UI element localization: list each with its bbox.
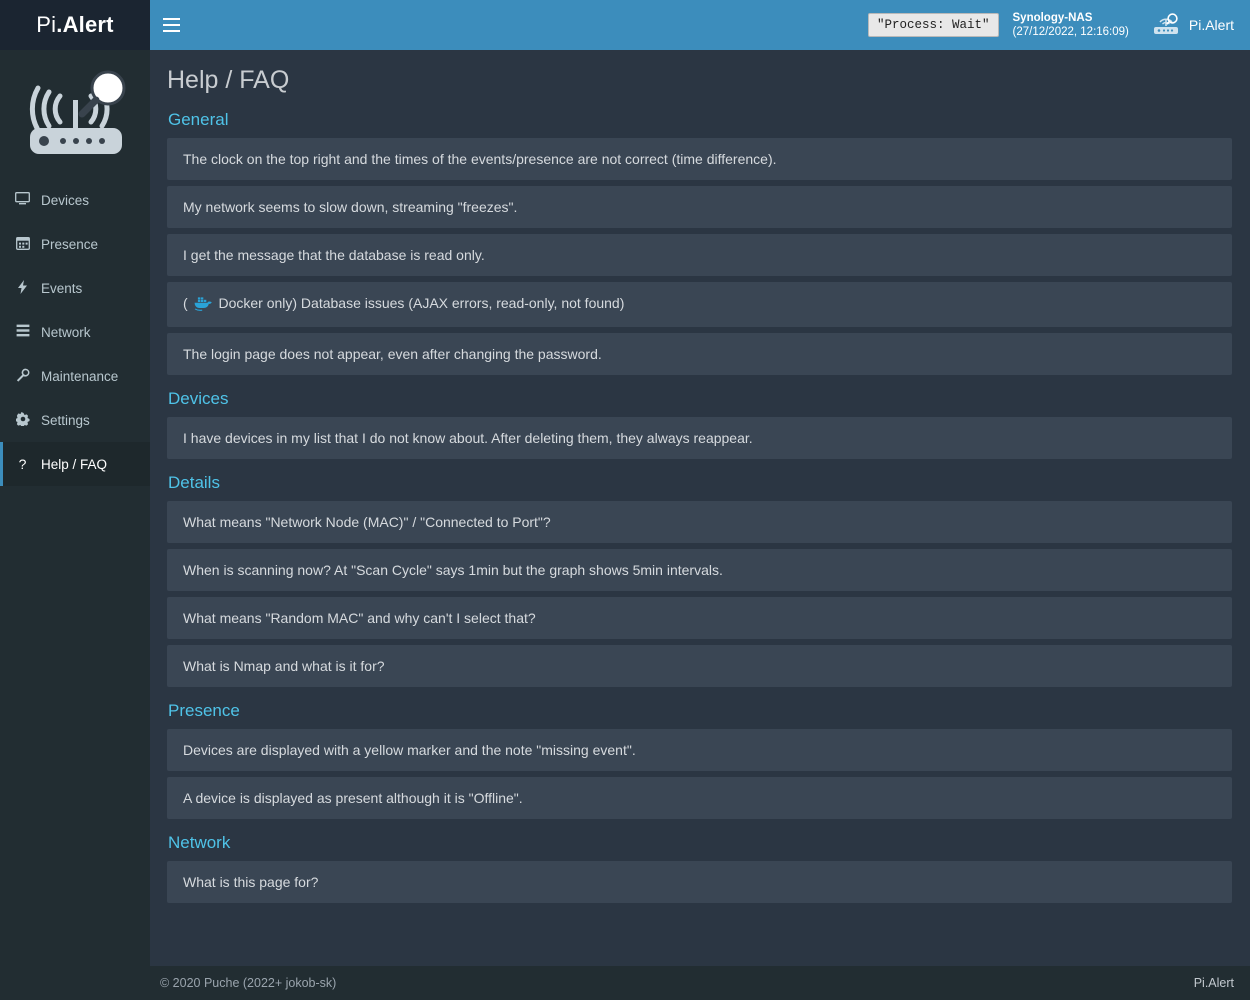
monitor-icon [14, 192, 31, 208]
section-heading-network: Network [168, 833, 231, 852]
calendar-icon [14, 236, 31, 253]
question-icon: ? [18, 456, 27, 472]
faq-item[interactable]: A device is displayed as present although it is "Offline". [167, 777, 1232, 819]
sidebar-logo [0, 50, 150, 170]
sidebar-nav [0, 178, 150, 486]
sidebar-item-help-faq[interactable] [0, 442, 150, 486]
faq-item-label: Docker only) Database issues (AJAX errors, read-only, not found) [218, 295, 625, 311]
faq-item[interactable]: What means "Random MAC" and why can't I select that? [167, 597, 1232, 639]
hamburger-icon[interactable] [150, 0, 192, 50]
faq-prefix: ( [183, 295, 188, 311]
gear-icon [14, 412, 31, 429]
sidebar-item-label: Network [41, 324, 91, 340]
top-bar [0, 0, 1250, 50]
top-bar-main [150, 0, 1250, 50]
sidebar-item-settings[interactable] [0, 398, 150, 442]
page-title: Help / FAQ [167, 66, 290, 94]
body-wrapper [0, 50, 1250, 966]
wrench-icon [14, 368, 31, 385]
server-info [1013, 11, 1129, 39]
sidebar-item-maintenance[interactable] [0, 354, 150, 398]
sidebar-item-label: Events [41, 280, 83, 296]
faq-item[interactable]: What is this page for? [167, 861, 1232, 903]
section-heading-details: Details [168, 473, 220, 492]
faq-item[interactable]: Devices are displayed with a yellow marker and the note "missing event". [167, 729, 1232, 771]
pialert-router-icon [16, 66, 134, 162]
sidebar-item-label: Devices [41, 192, 90, 208]
faq-item[interactable]: The login page does not appear, even after changing the password. [167, 333, 1232, 375]
faq-item[interactable]: When is scanning now? At "Scan Cycle" says 1min but the graph shows 5min intervals. [167, 549, 1232, 591]
section-heading-devices: Devices [168, 389, 229, 408]
footer [0, 966, 1250, 1000]
user-label: Pi.Alert [1188, 17, 1234, 33]
faq-item[interactable]: The clock on the top right and the times of the events/presence are not correct (time difference). [167, 138, 1232, 180]
faq-item[interactable]: What means "Network Node (MAC)" / "Connected to Port"? [167, 501, 1232, 543]
user-menu[interactable] [1143, 12, 1234, 38]
sidebar-item-events[interactable] [0, 266, 150, 310]
server-name: Synology-NAS [1012, 12, 1093, 24]
footer-copyright: © 2020 Puche (2022+ jokob-sk) [160, 976, 337, 990]
sidebar-item-label: Presence [41, 236, 99, 252]
faq-item[interactable]: I have devices in my list that I do not know about. After deleting them, they always reappear. [167, 417, 1232, 459]
main-content [150, 50, 1250, 966]
sidebar-item-devices[interactable] [0, 178, 150, 222]
faq-item-docker[interactable] [167, 282, 1232, 327]
top-bar-right [868, 11, 1238, 39]
sidebar-item-presence[interactable] [0, 222, 150, 266]
process-status-badge: "Process: Wait" [868, 13, 999, 37]
sitemap-icon [14, 324, 31, 340]
brand-suffix: .Alert [56, 12, 114, 37]
footer-brand: Pi.Alert [1193, 976, 1234, 990]
faq-item[interactable]: I get the message that the database is read only. [167, 234, 1232, 276]
faq-item[interactable]: My network seems to slow down, streaming "freezes". [167, 186, 1232, 228]
sidebar-item-label: Settings [41, 412, 90, 428]
section-heading-presence: Presence [168, 701, 240, 720]
brand-logo[interactable] [0, 0, 150, 50]
sidebar-item-label: Maintenance [41, 368, 119, 384]
server-time: (27/12/2022, 12:16:09) [1012, 26, 1129, 38]
sidebar-item-label: Help / FAQ [41, 456, 108, 472]
section-heading-general: General [168, 110, 229, 129]
network-device-icon [1151, 12, 1181, 38]
brand-prefix: Pi [36, 12, 57, 37]
faq-item[interactable]: What is Nmap and what is it for? [167, 645, 1232, 687]
sidebar [0, 50, 150, 966]
docker-whale-icon [194, 297, 213, 315]
bolt-icon [14, 280, 31, 297]
sidebar-item-network[interactable] [0, 310, 150, 354]
